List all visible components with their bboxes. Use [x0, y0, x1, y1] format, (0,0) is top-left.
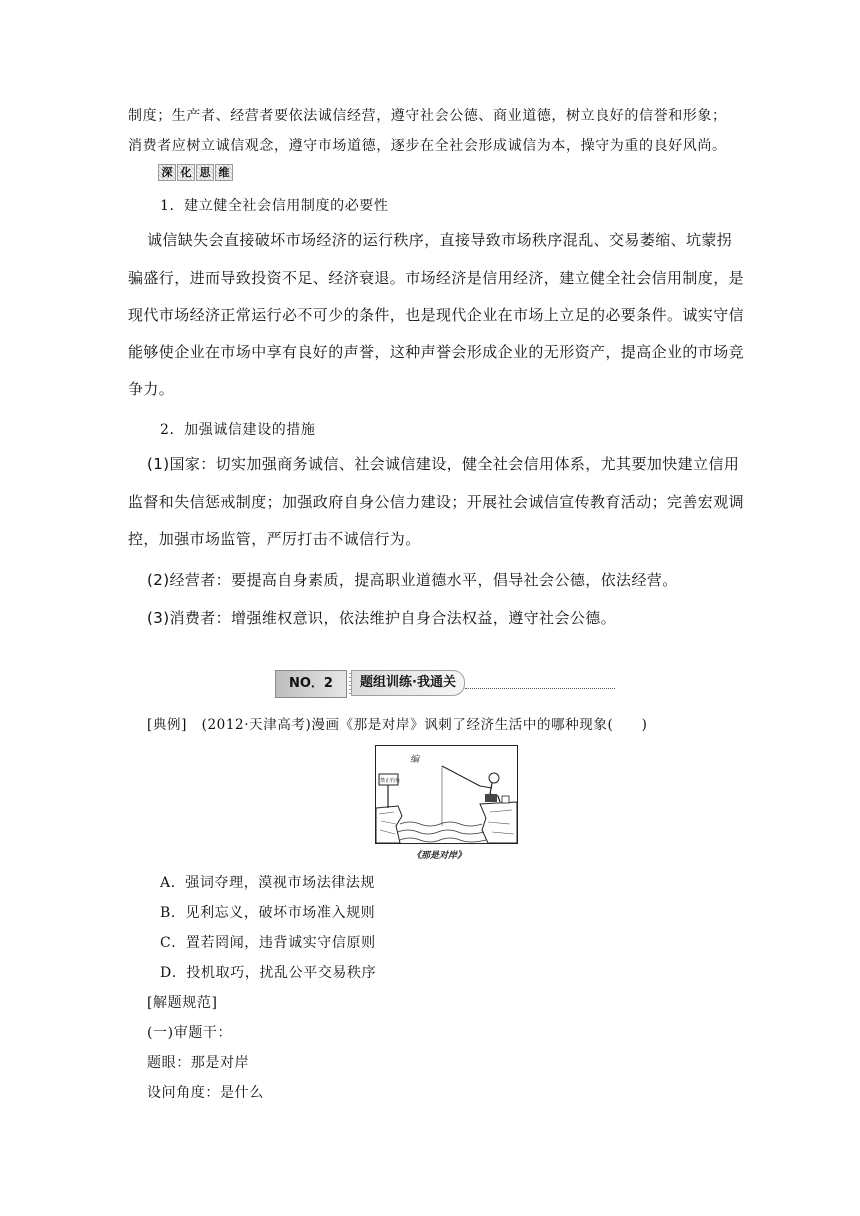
example-question: [147, 713, 647, 733]
section-tag-char: 深: [158, 164, 176, 181]
example-label: [典例]: [147, 717, 187, 733]
point2-line: 监督和失信惩戒制度；加强政府自身公信力建设；开展社会诚信宣传教育活动；完善宏观调: [128, 493, 745, 511]
cartoon-corner-mark: 编: [410, 755, 420, 765]
section-tag-deepen-thinking: [158, 164, 233, 181]
solution-label: [解题规范]: [147, 995, 218, 1011]
solution-angle: 设问角度：是什么: [147, 1085, 264, 1101]
banner-number: NO．2: [275, 670, 347, 698]
cartoon-caption: 《那是对岸》: [412, 851, 467, 861]
section-tag-char: 思: [196, 164, 214, 181]
banner-title: 题组训练·我通关: [351, 670, 465, 696]
cartoon-illustration: [375, 745, 518, 844]
example-source: (2012·天津高考): [201, 717, 312, 733]
option-b: B．见利忘义，破坏市场准入规则: [160, 905, 376, 921]
section-tag-char: 化: [177, 164, 195, 181]
point2-heading: 2．加强诚信建设的措施: [160, 422, 316, 438]
point2-line: (2)经营者：要提高自身素质，提高职业道德水平，倡导社会公德，依法经营。: [147, 571, 678, 589]
solution-step-1: (一)审题干：: [147, 1025, 233, 1041]
section-tag-char: 维: [215, 164, 233, 181]
point1-heading: 1．建立健全社会信用制度的必要性: [160, 198, 389, 214]
point1-line: 诚信缺失会直接破坏市场经济的运行秩序，直接导致市场秩序混乱、交易萎缩、坑蒙拐: [147, 231, 733, 249]
example-question-text: 漫画《那是对岸》讽刺了经济生活中的哪种现象( ): [311, 717, 648, 733]
point1-line: 现代市场经济正常运行必不可少的条件，也是现代企业在市场上立足的必要条件。诚实守信: [128, 306, 745, 324]
option-a: A．强词夺理，漠视市场法律法规: [160, 875, 376, 891]
intro-line-1: 制度；生产者、经营者要依法诚信经营，遵守社会公德、商业道德，树立良好的信誉和形象；: [128, 108, 727, 124]
point2-line: 控，加强市场监管，严厉打击不诚信行为。: [128, 530, 421, 548]
point1-line: 能够使企业在市场中享有良好的声誉，这种声誉会形成企业的无形资产，提高企业的市场竞: [128, 343, 745, 361]
point1-line: 骗盛行，进而导致投资不足、经济衰退。市场经济是信用经济，建立健全社会信用制度，是: [128, 269, 745, 287]
cartoon-drawing: [376, 746, 517, 843]
banner-dotted-leader: [465, 688, 615, 689]
intro-line-2: 消费者应树立诚信观念，遵守市场道德，逐步在全社会形成诚信为本，操守为重的良好风尚。: [128, 138, 727, 154]
point2-line: (3)消费者：增强维权意识，依法维护自身合法权益，遵守社会公德。: [147, 609, 617, 627]
cartoon-sign: 禁止钓鱼: [380, 778, 401, 784]
option-d: D．投机取巧，扰乱公平交易秩序: [160, 965, 377, 981]
point1-line: 争力。: [128, 380, 175, 398]
option-c: C．置若罔闻，违背诚实守信原则: [160, 935, 376, 951]
solution-eye: 题眼：那是对岸: [147, 1055, 250, 1071]
point2-line: (1)国家：切实加强商务诚信、社会诚信建设，健全社会信用体系，尤其要加快建立信用: [147, 455, 740, 473]
